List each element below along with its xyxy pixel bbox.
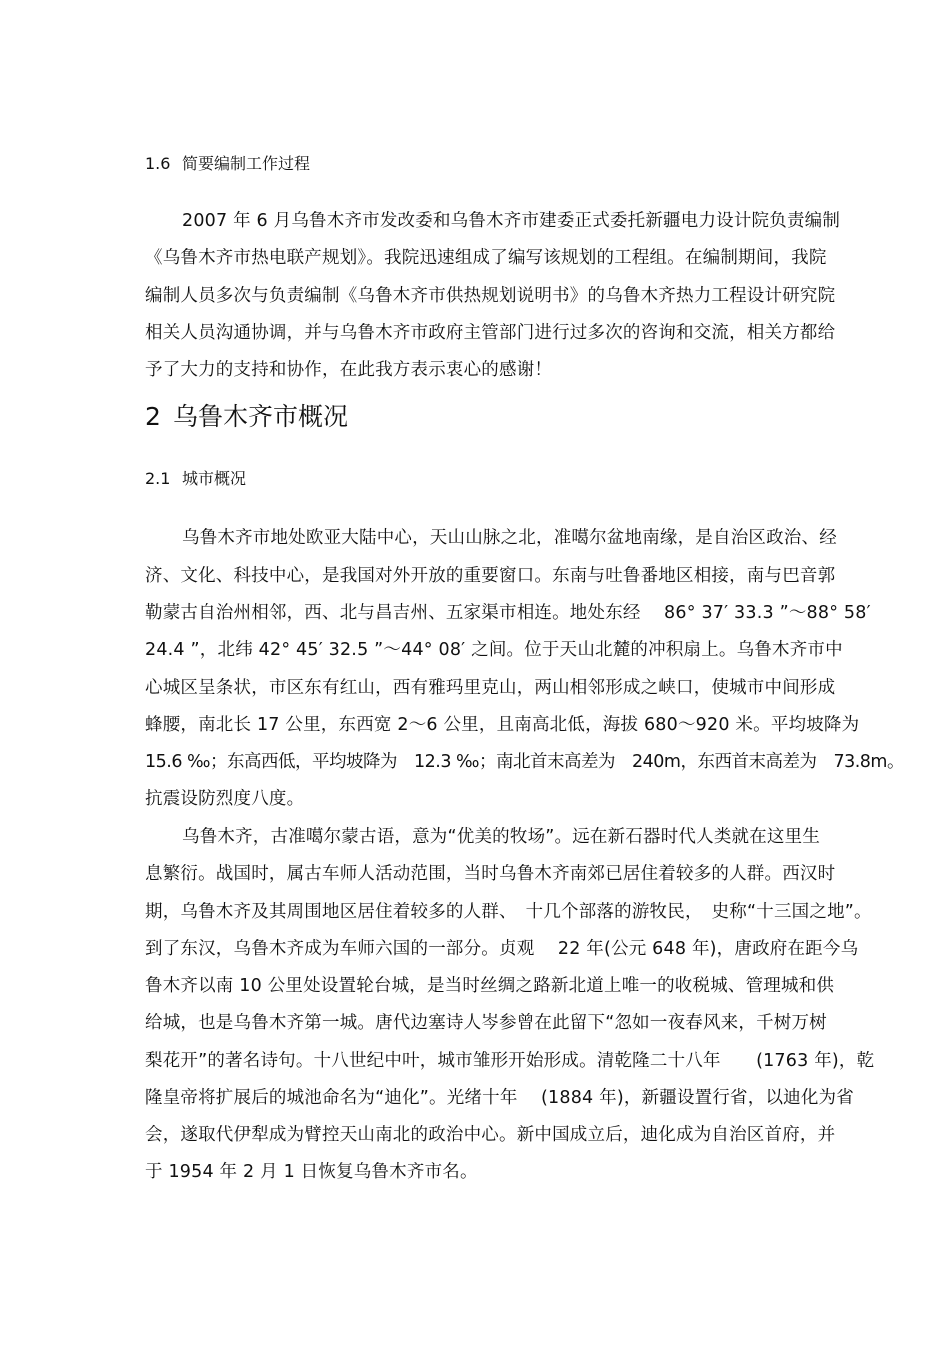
- paragraph-line: 《乌鲁木齐市热电联产规划》。我院迅速组成了编写该规划的工程组。在编制期间，我院: [145, 248, 827, 268]
- paragraph-line: 于 1954 年 2 月 1 日恢复乌鲁木齐市名。: [145, 1162, 478, 1182]
- paragraph-line: 15.6 ‰；东高西低，平均坡降为 12.3 ‰；南北首末高差为 240m，东西首末高差为 73.8m。: [145, 752, 904, 772]
- paragraph-line: 心城区呈条状，市区东有红山，西有雅玛里克山，两山相邻形成之峡口，使城市中间形成: [145, 678, 836, 698]
- paragraph-line: 会，遂取代伊犁成为臂控天山南北的政治中心。新中国成立后，迪化成为自治区首府，并: [145, 1125, 836, 1145]
- paragraph-line: 予了大力的支持和协作，在此我方表示衷心的感谢！: [145, 360, 553, 380]
- section-number: 1.6: [145, 154, 171, 173]
- paragraph-line: 相关人员沟通协调，并与乌鲁木齐市政府主管部门进行过多次的咨询和交流，相关方都给: [145, 323, 836, 343]
- chapter-number: 2: [145, 402, 161, 431]
- paragraph-line: 到了东汉，乌鲁木齐成为车师六国的一部分。贞观 22 年(公元 648 年)，唐政府在距今乌: [145, 939, 859, 959]
- paragraph-line: 隆皇帝将扩展后的城池命名为“迪化”。光绪十年 (1884 年)，新疆设置行省，以迪化为省: [145, 1088, 854, 1108]
- paragraph-line: 期，乌鲁木齐及其周围地区居住着较多的人群、 十几个部落的游牧民， 史称“十三国之地”。: [145, 902, 872, 922]
- paragraph-line: 梨花开”的著名诗句。十八世纪中叶，城市雏形开始形成。清乾隆二十八年 (1763 年)，乾: [145, 1051, 875, 1071]
- section-title: 城市概况: [182, 469, 247, 488]
- paragraph-line: 编制人员多次与负责编制《乌鲁木齐市供热规划说明书》的乌鲁木齐热力工程设计研究院: [145, 286, 836, 306]
- paragraph-line: 给城，也是乌鲁木齐第一城。唐代边塞诗人岑参曾在此留下“忽如一夜春风来，千树万树: [145, 1013, 827, 1033]
- paragraph-line: 乌鲁木齐市地处欧亚大陆中心，天山山脉之北，准噶尔盆地南缘，是自治区政治、经: [182, 528, 837, 548]
- section-2-1-heading: [145, 468, 246, 490]
- paragraph-line: 勒蒙古自治州相邻，西、北与昌吉州、五家渠市相连。地处东经 86° 37′ 33.3 ”～88° 58′: [145, 603, 871, 623]
- paragraph-line: 24.4 ”，北纬 42° 45′ 32.5 ”～44° 08′ 之间。位于天山北麓的冲积扇上。乌鲁木齐市中: [145, 640, 843, 660]
- paragraph-line: 2007 年 6 月乌鲁木齐市发改委和乌鲁木齐市建委正式委托新疆电力设计院负责编制: [182, 211, 841, 231]
- paragraph-line: 蜂腰，南北长 17 公里，东西宽 2～6 公里，且南高北低，海拔 680～920 米。平均坡降为: [145, 715, 860, 735]
- paragraph-line: 鲁木齐以南 10 公里处设置轮台城，是当时丝绸之路新北道上唯一的收税城、管理城和供: [145, 976, 835, 996]
- paragraph-line: 乌鲁木齐，古准噶尔蒙古语，意为“优美的牧场”。远在新石器时代人类就在这里生: [182, 827, 821, 847]
- paragraph-line: 济、文化、科技中心，是我国对外开放的重要窗口。东南与吐鲁番地区相接，南与巴音郭: [145, 566, 836, 586]
- chapter-title: 乌鲁木齐市概况: [173, 402, 349, 431]
- paragraph-line: 抗震设防烈度八度。: [145, 789, 305, 809]
- section-title: 简要编制工作过程: [182, 154, 311, 173]
- section-number: 2.1: [145, 469, 171, 488]
- chapter-2-heading: [145, 401, 348, 433]
- section-1-6-heading: [145, 153, 310, 175]
- paragraph-line: 息繁衍。战国时，属古车师人活动范围，当时乌鲁木齐南郊已居住着较多的人群。西汉时: [145, 864, 836, 884]
